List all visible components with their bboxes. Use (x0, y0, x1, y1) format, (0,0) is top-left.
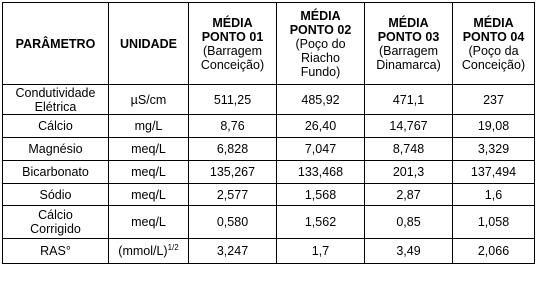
value-cell-ponto-01: 135,267 (189, 161, 277, 184)
header-parametro: PARÂMETRO (3, 3, 109, 85)
value-cell-ponto-01: 8,76 (189, 115, 277, 138)
value-cell-ponto-02: 133,468 (277, 161, 365, 184)
table-header-row (3, 3, 535, 85)
value-cell-ponto-01: 511,25 (189, 85, 277, 115)
value-cell-ponto-01: 0,580 (189, 206, 277, 239)
value-cell-ponto-02: 26,40 (277, 115, 365, 138)
header-ponto-03-sub-1: (Barragem (378, 43, 439, 58)
value-cell-ponto-03: 201,3 (365, 161, 453, 184)
header-ponto-03-sub-2: Dinamarca) (376, 57, 441, 72)
table-row (3, 115, 535, 138)
value-cell-ponto-04: 1,6 (453, 184, 535, 206)
unit-cell: meq/L (109, 184, 189, 206)
header-ponto-02-title-1: MÉDIA (300, 8, 341, 23)
value-cell-ponto-04: 137,494 (453, 161, 535, 184)
header-ponto-02 (277, 3, 365, 85)
water-quality-table (2, 2, 535, 264)
unit-cell: meq/L (109, 206, 189, 239)
value-cell-ponto-01: 2,577 (189, 184, 277, 206)
value-cell-ponto-03: 3,49 (365, 239, 453, 264)
table-row (3, 184, 535, 206)
header-ponto-04-title-1: MÉDIA (473, 15, 514, 30)
header-ponto-04-sub-1: (Poço da (468, 43, 519, 58)
unit-cell: meq/L (109, 161, 189, 184)
table-row (3, 85, 535, 115)
header-ponto-04-sub-2: Conceição) (461, 57, 526, 72)
value-cell-ponto-03: 8,748 (365, 138, 453, 161)
header-ponto-01-title-1: MÉDIA (212, 15, 253, 30)
header-ponto-02-sub-3: Fundo) (300, 64, 341, 79)
header-ponto-03 (365, 3, 453, 85)
value-cell-ponto-01: 6,828 (189, 138, 277, 161)
unit-text: (mmol/L) (118, 244, 168, 258)
value-cell-ponto-03: 2,87 (365, 184, 453, 206)
param-cell: Magnésio (3, 138, 109, 161)
param-cell (3, 85, 109, 115)
header-ponto-01-sub-2: Conceição) (200, 57, 265, 72)
param-cell: Bicarbonato (3, 161, 109, 184)
table-row (3, 239, 535, 264)
header-ponto-01 (189, 3, 277, 85)
unit-cell: µS/cm (109, 85, 189, 115)
header-ponto-04 (453, 3, 535, 85)
header-unidade: UNIDADE (109, 3, 189, 85)
value-cell-ponto-02: 1,7 (277, 239, 365, 264)
unit-cell: meq/L (109, 138, 189, 161)
value-cell-ponto-04: 3,329 (453, 138, 535, 161)
table-row (3, 161, 535, 184)
header-ponto-02-title-2: PONTO 02 (289, 22, 352, 37)
value-cell-ponto-02: 1,562 (277, 206, 365, 239)
value-cell-ponto-01: 3,247 (189, 239, 277, 264)
param-cell (3, 206, 109, 239)
value-cell-ponto-03: 0,85 (365, 206, 453, 239)
header-ponto-03-title-2: PONTO 03 (377, 29, 440, 44)
value-cell-ponto-04: 1,058 (453, 206, 535, 239)
param-cell: Cálcio (3, 115, 109, 138)
header-ponto-01-sub-1: (Barragem (202, 43, 263, 58)
header-ponto-02-sub-2: Riacho (301, 50, 340, 65)
table-row (3, 206, 535, 239)
value-cell-ponto-04: 237 (453, 85, 535, 115)
header-ponto-03-title-1: MÉDIA (388, 15, 429, 30)
unit-exponent: 1/2 (167, 242, 179, 252)
value-cell-ponto-02: 7,047 (277, 138, 365, 161)
value-cell-ponto-02: 485,92 (277, 85, 365, 115)
param-cell: RAS° (3, 239, 109, 264)
value-cell-ponto-03: 471,1 (365, 85, 453, 115)
header-ponto-04-title-2: PONTO 04 (462, 29, 525, 44)
param-cell: Sódio (3, 184, 109, 206)
param-label-line-2: Elétrica (34, 99, 77, 114)
value-cell-ponto-02: 1,568 (277, 184, 365, 206)
table-row (3, 138, 535, 161)
value-cell-ponto-04: 19,08 (453, 115, 535, 138)
param-label-line-2: Corrigido (30, 222, 81, 236)
value-cell-ponto-03: 14,767 (365, 115, 453, 138)
header-ponto-02-sub-1: (Poço do (295, 36, 346, 51)
param-label-line-1: Cálcio (38, 208, 73, 222)
value-cell-ponto-04: 2,066 (453, 239, 535, 264)
param-label-line-1: Condutividade (15, 85, 96, 100)
unit-cell: mg/L (109, 115, 189, 138)
header-ponto-01-title-2: PONTO 01 (201, 29, 264, 44)
unit-cell (109, 239, 189, 264)
